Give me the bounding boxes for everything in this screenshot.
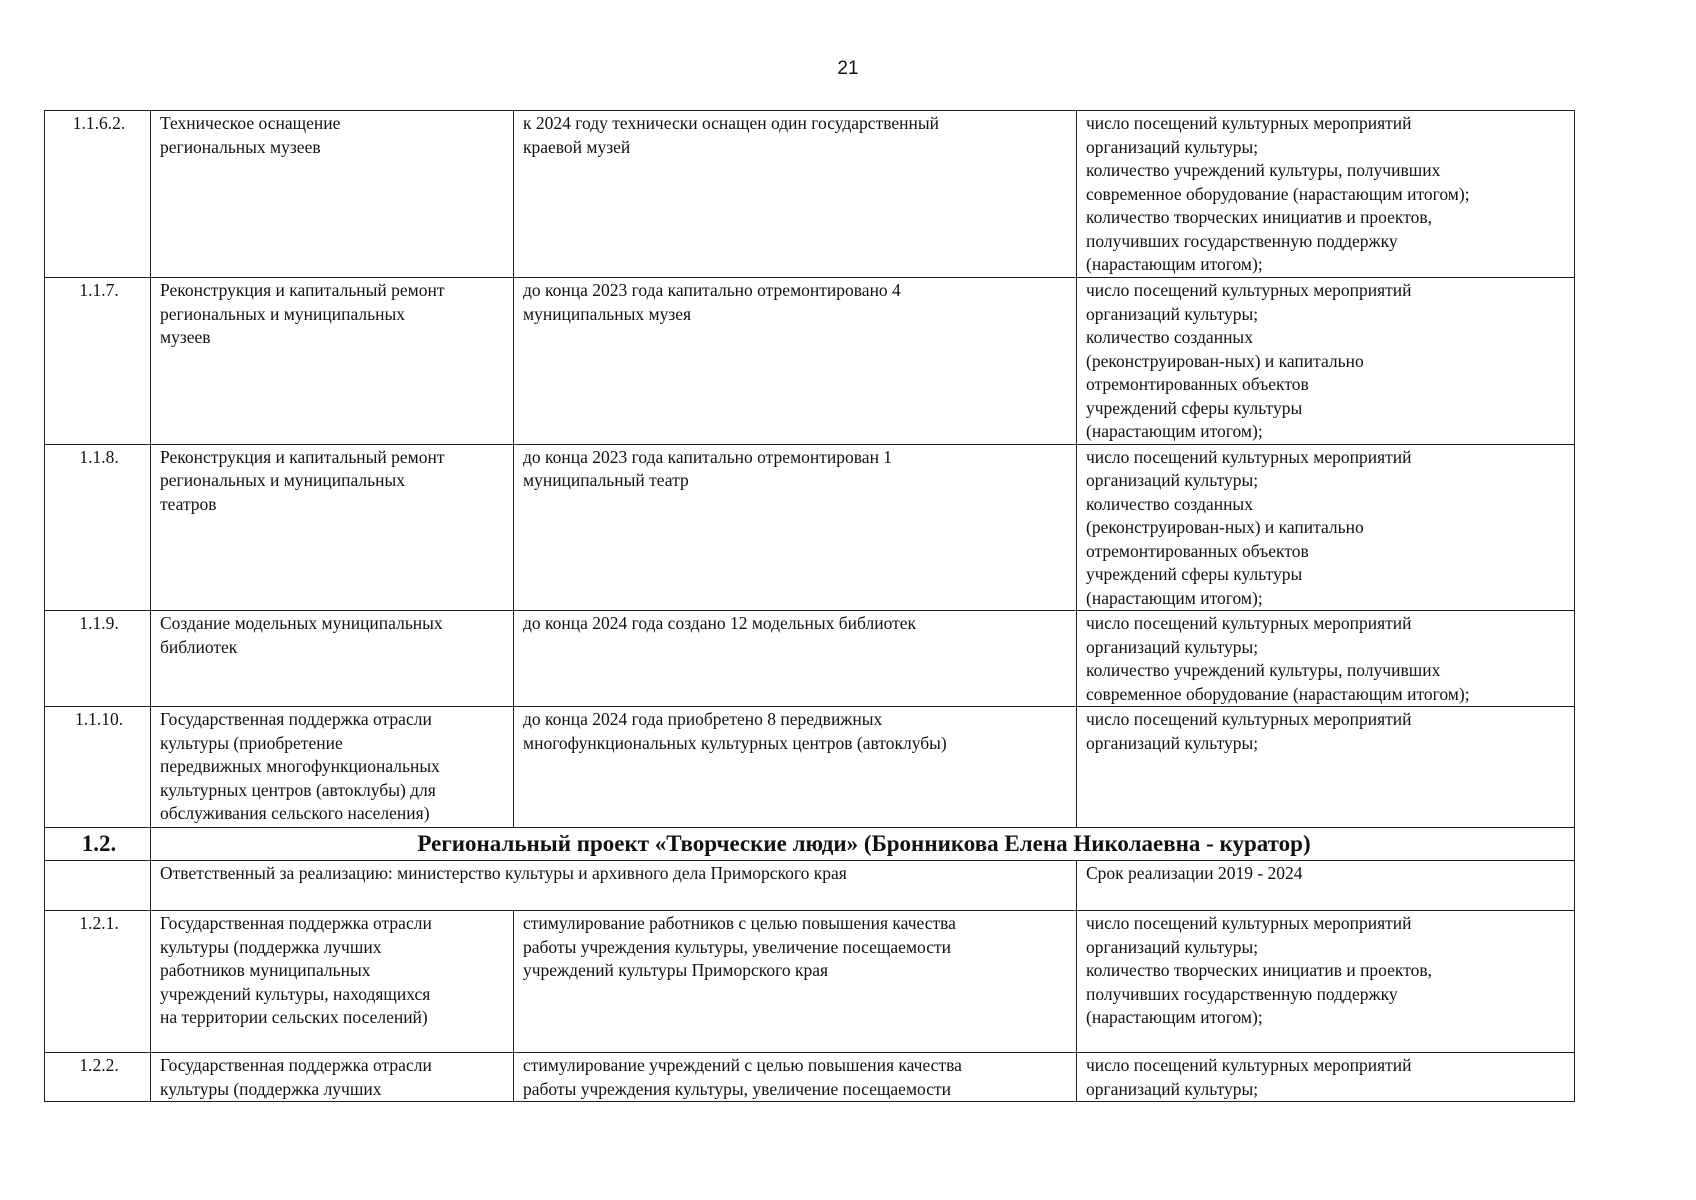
event-name: Реконструкция и капитальный ремонт региональных и муниципальных театров xyxy=(151,444,514,611)
section-title: Региональный проект «Творческие люди» (Бронникова Елена Николаевна - куратор) xyxy=(151,828,1575,861)
table-row xyxy=(45,1053,1575,1102)
row-number: 1.1.7. xyxy=(45,278,151,445)
expected-result: до конца 2024 года создано 12 модельных библиотек xyxy=(514,611,1077,707)
table-row xyxy=(45,444,1575,611)
responsible-text: Ответственный за реализацию: министерство культуры и архивного дела Приморского края xyxy=(151,861,1077,911)
empty-cell xyxy=(45,861,151,911)
row-number: 1.1.8. xyxy=(45,444,151,611)
event-name: Государственная поддержка отрасли культуры (поддержка лучших xyxy=(151,1053,514,1102)
event-name: Создание модельных муниципальных библиотек xyxy=(151,611,514,707)
expected-result: до конца 2023 года капитально отремонтировано 4 муниципальных музея xyxy=(514,278,1077,445)
page-number: 21 xyxy=(837,58,859,79)
expected-result: стимулирование учреждений с целью повышения качества работы учреждения культуры, увеличение посещаемости xyxy=(514,1053,1077,1102)
row-number: 1.1.6.2. xyxy=(45,111,151,278)
indicators: число посещений культурных мероприятий организаций культуры; количество созданных (реконструирован-ных) и капитально отремонтированных объектов учреждений сферы культуры (нарастающим итогом); xyxy=(1077,444,1575,611)
table-row xyxy=(45,611,1575,707)
row-number: 1.2.1. xyxy=(45,911,151,1053)
indicators: число посещений культурных мероприятий организаций культуры; xyxy=(1077,707,1575,828)
table-row xyxy=(45,111,1575,278)
expected-result: до конца 2023 года капитально отремонтирован 1 муниципальный театр xyxy=(514,444,1077,611)
event-name: Государственная поддержка отрасли культуры (приобретение передвижных многофункциональных культурных центров (автоклубы) для обслуживания сельского населения) xyxy=(151,707,514,828)
section-number: 1.2. xyxy=(45,828,151,861)
row-number: 1.2.2. xyxy=(45,1053,151,1102)
event-name: Реконструкция и капитальный ремонт региональных и муниципальных музеев xyxy=(151,278,514,445)
event-name: Государственная поддержка отрасли культуры (поддержка лучших работников муниципальных учреждений культуры, находящихся на территории сельских поселений) xyxy=(151,911,514,1053)
table-row xyxy=(45,911,1575,1053)
expected-result: стимулирование работников с целью повышения качества работы учреждения культуры, увеличение посещаемости учреждений культуры Приморского края xyxy=(514,911,1077,1053)
table-row xyxy=(45,278,1575,445)
event-name: Техническое оснащение региональных музеев xyxy=(151,111,514,278)
table-row xyxy=(45,707,1575,828)
indicators: число посещений культурных мероприятий организаций культуры; количество учреждений культуры, получивших современное оборудование (нарастающим итогом); xyxy=(1077,611,1575,707)
row-number: 1.1.9. xyxy=(45,611,151,707)
indicators: число посещений культурных мероприятий организаций культуры; количество учреждений культуры, получивших современное оборудование (нарастающим итогом); количество творческих инициатив и проектов, получивших государственную поддержку (нарастающим итогом); xyxy=(1077,111,1575,278)
section-header-row xyxy=(45,828,1575,861)
expected-result: до конца 2024 года приобретено 8 передвижных многофункциональных культурных центров (автоклубы) xyxy=(514,707,1077,828)
period-text: Срок реализации 2019 - 2024 xyxy=(1077,861,1575,911)
projects-table xyxy=(44,110,1575,1102)
indicators: число посещений культурных мероприятий организаций культуры; количество творческих инициатив и проектов, получивших государственную поддержку (нарастающим итогом); xyxy=(1077,911,1575,1053)
expected-result: к 2024 году технически оснащен один государственный краевой музей xyxy=(514,111,1077,278)
row-number: 1.1.10. xyxy=(45,707,151,828)
section-info-row xyxy=(45,861,1575,911)
indicators: число посещений культурных мероприятий организаций культуры; xyxy=(1077,1053,1575,1102)
indicators: число посещений культурных мероприятий организаций культуры; количество созданных (реконструирован-ных) и капитально отремонтированных объектов учреждений сферы культуры (нарастающим итогом); xyxy=(1077,278,1575,445)
